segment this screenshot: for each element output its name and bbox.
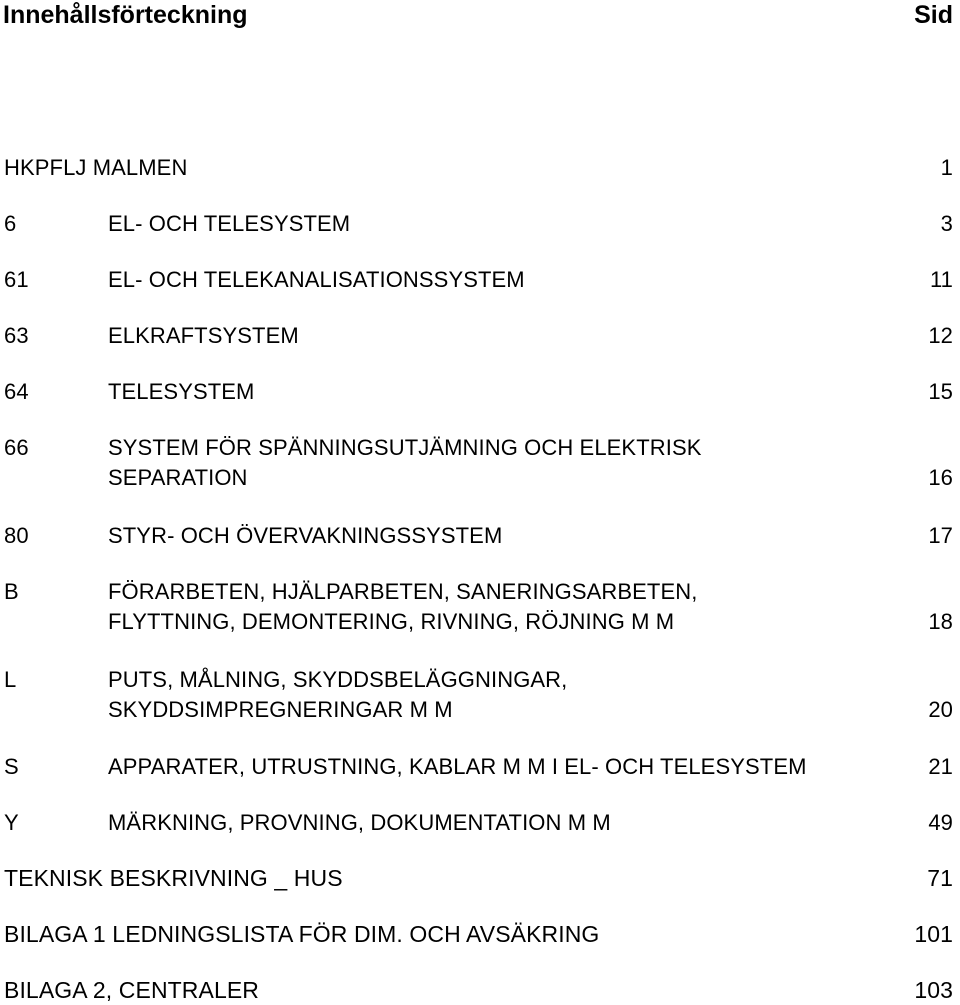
toc-entry-page: 49 <box>928 810 953 835</box>
toc-entry-code: 6 <box>4 211 17 236</box>
toc-entry-title <box>108 752 807 782</box>
toc-entry[interactable] <box>0 665 960 725</box>
toc-entry-title <box>108 209 350 239</box>
toc-entry[interactable] <box>0 377 960 407</box>
toc-entry[interactable] <box>0 808 960 838</box>
toc-entry-title-line: PUTS, MÅLNING, SKYDDSBELÄGGNINGAR, <box>108 667 568 692</box>
toc-entry[interactable] <box>0 521 960 551</box>
toc-entry-title-line: SKYDDSIMPREGNERINGAR M M <box>108 697 453 722</box>
toc-entry-title-line: TELESYSTEM <box>108 379 255 404</box>
toc-entry-page: 18 <box>928 609 953 634</box>
toc-entry-title-line: APPARATER, UTRUSTNING, KABLAR M M I EL- OCH TELESYSTEM <box>108 754 807 779</box>
toc-entry[interactable] <box>0 209 960 239</box>
toc-entry-code: 80 <box>4 523 29 548</box>
toc-entry-page: 3 <box>940 211 953 236</box>
toc-entry-page: 21 <box>928 754 953 779</box>
toc-entry-code: 61 <box>4 267 29 292</box>
toc-entry-page: 20 <box>928 697 953 722</box>
toc-entry-code: 64 <box>4 379 29 404</box>
toc-entry[interactable] <box>0 265 960 295</box>
toc-entry-code: 63 <box>4 323 29 348</box>
toc-entry-page: 103 <box>914 977 953 1003</box>
toc-entry-page: 101 <box>914 921 953 947</box>
toc-entry-title-line: SEPARATION <box>108 465 248 490</box>
toc-entry-page: 17 <box>928 523 953 548</box>
toc-entry-code: Y <box>4 810 19 835</box>
toc-entry-title <box>108 665 567 725</box>
toc-entry-title-line: STYR- OCH ÖVERVAKNINGSSYSTEM <box>108 523 503 548</box>
toc-entry[interactable] <box>0 577 960 637</box>
toc-entry-title-line: SYSTEM FÖR SPÄNNINGSUTJÄMNING OCH ELEKTRISK <box>108 435 702 460</box>
toc-entry-title <box>108 433 702 493</box>
toc-entry-title <box>108 808 611 838</box>
toc-entry-title-line: MÄRKNING, PROVNING, DOKUMENTATION M M <box>108 810 611 835</box>
toc-entry-code: B <box>4 579 19 604</box>
toc-entry-title <box>108 321 299 351</box>
toc-entry-title-line: EL- OCH TELESYSTEM <box>108 211 351 236</box>
toc-entry-title <box>108 521 502 551</box>
toc-entry[interactable] <box>0 975 960 1005</box>
toc-entry[interactable] <box>0 919 960 949</box>
toc-entry-title <box>108 377 254 407</box>
toc-entry-title-line: FÖRARBETEN, HJÄLPARBETEN, SANERINGSARBETEN, <box>108 579 698 604</box>
toc-entry-title: TEKNISK BESKRIVNING _ HUS <box>4 865 343 891</box>
toc-entry-page: 1 <box>940 155 953 180</box>
toc-entry-title: BILAGA 1 LEDNINGSLISTA FÖR DIM. OCH AVSÄKRING <box>4 921 600 947</box>
toc-entry-code: S <box>4 754 19 779</box>
toc-entry-title-line: EL- OCH TELEKANALISATIONSSYSTEM <box>108 267 525 292</box>
toc-entry-title: BILAGA 2, CENTRALER <box>4 977 259 1003</box>
toc-entry-title: HKPFLJ MALMEN <box>4 155 188 180</box>
toc-entry[interactable] <box>0 153 960 183</box>
toc-entry-code: 66 <box>4 435 29 460</box>
toc-entry[interactable] <box>0 321 960 351</box>
page-column-label: Sid <box>914 1 953 29</box>
toc-entry-page: 12 <box>928 323 953 348</box>
toc-entry-title <box>108 577 697 637</box>
toc-header <box>3 0 953 30</box>
toc-entry-page: 71 <box>927 865 953 891</box>
toc-entry-title-line: ELKRAFTSYSTEM <box>108 323 299 348</box>
toc-entry-title <box>108 265 525 295</box>
toc-entry-page: 16 <box>928 465 953 490</box>
toc-entry[interactable] <box>0 863 960 893</box>
toc-entry-title-line: FLYTTNING, DEMONTERING, RIVNING, RÖJNING M M <box>108 609 675 634</box>
toc-entry[interactable] <box>0 433 960 493</box>
toc-entry[interactable] <box>0 752 960 782</box>
page-title: Innehållsförteckning <box>3 1 248 29</box>
toc-entry-page: 15 <box>928 379 953 404</box>
toc-entry-page: 11 <box>929 267 953 292</box>
toc-entry-code: L <box>4 667 17 692</box>
